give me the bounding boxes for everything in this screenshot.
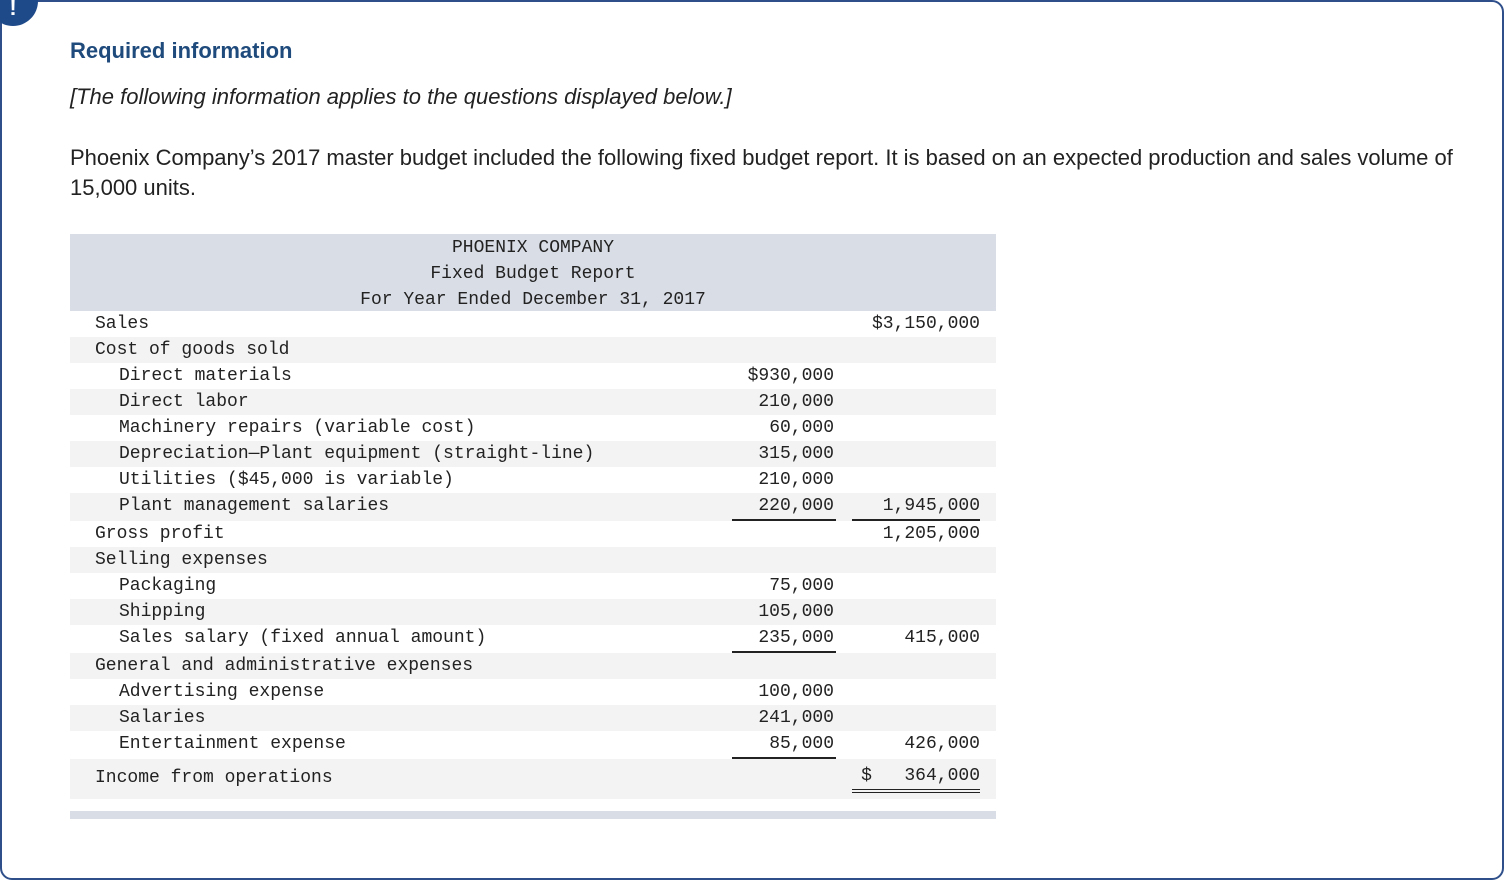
row-label: Advertising expense xyxy=(119,682,325,702)
table-row xyxy=(70,759,996,799)
item-amount: 210,000 xyxy=(758,470,834,490)
table-row xyxy=(70,599,996,625)
item-amount: $930,000 xyxy=(747,366,834,386)
item-amount: 60,000 xyxy=(769,418,834,438)
row-label: Gross profit xyxy=(95,524,225,544)
row-label: Utilities ($45,000 is variable) xyxy=(119,470,454,490)
intro-paragraph: Phoenix Company’s 2017 master budget included the following fixed budget report. It is based on an expected production and sales volume of 15,000 units. xyxy=(70,145,1453,200)
company-name: PHOENIX COMPANY xyxy=(451,238,615,258)
row-label: Income from operations xyxy=(95,768,333,788)
fixed-budget-report xyxy=(70,234,996,819)
row-label: Entertainment expense xyxy=(119,734,346,754)
table-row xyxy=(70,363,996,389)
item-amount: 220,000 xyxy=(732,493,836,521)
row-label: Plant management salaries xyxy=(119,496,390,516)
item-amount: 235,000 xyxy=(732,625,836,653)
table-row xyxy=(70,337,996,363)
item-amount: 85,000 xyxy=(732,731,836,759)
item-amount: 105,000 xyxy=(758,602,834,622)
item-amount: 100,000 xyxy=(758,682,834,702)
table-row xyxy=(70,625,996,653)
row-label: Direct labor xyxy=(119,392,249,412)
row-label: Sales salary (fixed annual amount) xyxy=(119,628,487,648)
item-amount: 210,000 xyxy=(758,392,834,412)
item-amount: 241,000 xyxy=(758,708,834,728)
table-row xyxy=(70,467,996,493)
applies-note: [The following information applies to the questions displayed below.] xyxy=(70,84,732,109)
alert-badge xyxy=(0,0,38,26)
total-amount: 1,205,000 xyxy=(882,524,980,544)
table-row xyxy=(70,573,996,599)
table-row xyxy=(70,653,996,679)
table-row xyxy=(70,493,996,521)
table-row xyxy=(70,441,996,467)
row-label: Shipping xyxy=(119,602,206,622)
required-information-heading: Required information xyxy=(70,38,293,63)
table-row xyxy=(70,389,996,415)
table-row xyxy=(70,679,996,705)
item-amount: 315,000 xyxy=(758,444,834,464)
report-name: Fixed Budget Report xyxy=(430,264,636,284)
item-amount: 75,000 xyxy=(769,576,834,596)
row-label: Salaries xyxy=(119,708,206,728)
table-row xyxy=(70,731,996,759)
table-row xyxy=(70,547,996,573)
total-amount: 1,945,000 xyxy=(852,493,980,521)
table-row xyxy=(70,311,996,337)
table-row xyxy=(70,705,996,731)
table-row xyxy=(70,415,996,441)
total-amount: 415,000 xyxy=(904,628,980,648)
row-label: Cost of goods sold xyxy=(95,340,290,360)
row-label: Depreciation—Plant equipment (straight-line) xyxy=(119,444,595,464)
total-amount: $3,150,000 xyxy=(871,314,980,334)
row-label: Direct materials xyxy=(119,366,292,386)
total-amount: $ 364,000 xyxy=(852,763,980,793)
table-row xyxy=(70,521,996,547)
row-label: Selling expenses xyxy=(95,550,268,570)
total-amount: 426,000 xyxy=(904,734,980,754)
row-label: Sales xyxy=(95,314,150,334)
row-label: General and administrative expenses xyxy=(95,656,474,676)
report-header xyxy=(70,234,996,311)
alert-icon: ! xyxy=(9,0,17,20)
report-period: For Year Ended December 31, 2017 xyxy=(360,290,706,310)
row-label: Machinery repairs (variable cost) xyxy=(119,418,476,438)
row-label: Packaging xyxy=(119,576,217,596)
report-footer xyxy=(70,811,996,819)
